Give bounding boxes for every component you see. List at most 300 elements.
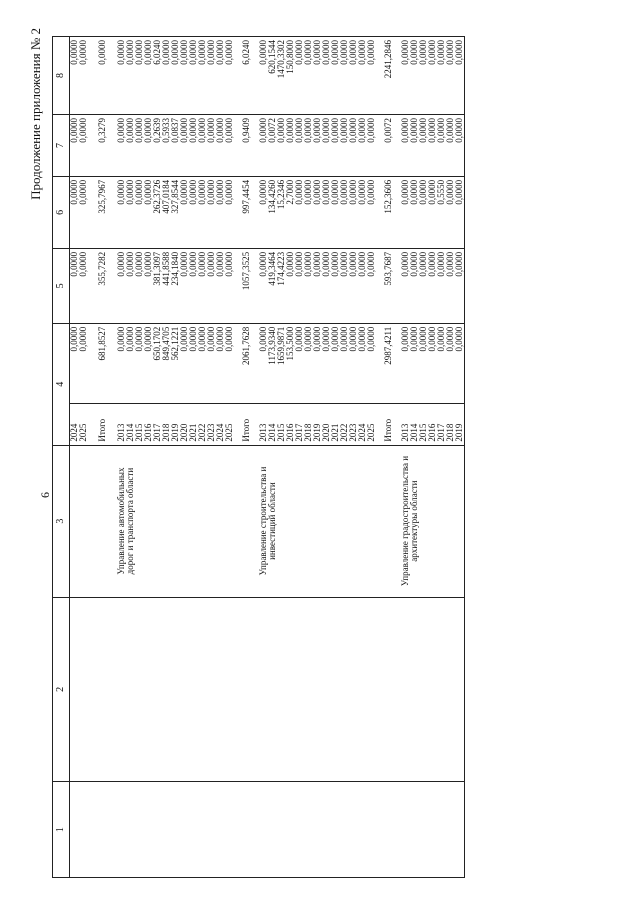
organization-cell [358, 445, 367, 597]
value-cell-c8: 0,0000 [304, 37, 313, 115]
table-row [144, 37, 153, 878]
empty-cell [225, 597, 234, 782]
year-cell: 2013 [259, 403, 268, 445]
value-cell-c8: 0,0000 [171, 37, 180, 115]
value-cell-c6: 0,5550 [437, 176, 446, 248]
year-cell: 2018 [162, 403, 171, 445]
empty-cell [295, 597, 304, 782]
value-cell-c7: 0,0000 [216, 114, 225, 176]
value-cell-c8: 0,0000 [70, 37, 80, 115]
empty-cell [277, 782, 286, 878]
value-cell-c7: 0,0000 [126, 114, 135, 176]
value-cell-c4: 562,1221 [171, 323, 180, 403]
organization-cell [135, 445, 144, 597]
value-cell-c7: 0,0000 [79, 114, 88, 176]
empty-cell [313, 597, 322, 782]
value-cell-c4: 0,0000 [189, 323, 198, 403]
year-cell: 2018 [304, 403, 313, 445]
year-cell: 2019 [455, 403, 465, 445]
table-row [251, 37, 259, 878]
empty-cell [144, 782, 153, 878]
value-cell-c7: 0,0000 [117, 114, 126, 176]
value-cell-c6: 0,0000 [259, 176, 268, 248]
value-cell-c7: 0,5933 [162, 114, 171, 176]
year-cell: 2023 [207, 403, 216, 445]
empty-cell [135, 782, 144, 878]
header-col-2: 2 [53, 597, 70, 782]
value-cell-c7: 0,0000 [401, 114, 410, 176]
value-cell-c7: 0,0000 [340, 114, 349, 176]
value-cell-c5: 0,0000 [367, 248, 376, 323]
value-cell-c4: 153,5000 [286, 323, 295, 403]
value-cell-c5: 0,0000 [198, 248, 207, 323]
value-cell-c7: 0,0000 [367, 114, 376, 176]
empty-cell [234, 597, 242, 782]
value-cell-c8: 0,0000 [144, 37, 153, 115]
empty-cell [331, 782, 340, 878]
value-cell-c8: 0,0000 [419, 37, 428, 115]
organization-cell [384, 445, 393, 597]
value-cell-c5: 0,0000 [216, 248, 225, 323]
empty-cell [304, 782, 313, 878]
value-cell-c4: 0,0000 [313, 323, 322, 403]
value-cell-c8: 6,0240 [153, 37, 162, 115]
empty-cell [340, 597, 349, 782]
table-row [107, 37, 117, 878]
value-cell-c6: 0,0000 [189, 176, 198, 248]
empty-cell [117, 597, 126, 782]
value-cell-c4: 1173,9340 [268, 323, 277, 403]
value-cell-c4: 0,0000 [225, 323, 234, 403]
empty-cell [268, 782, 277, 878]
value-cell-c7: 0,0000 [419, 114, 428, 176]
table-row [88, 37, 98, 878]
year-cell: 2019 [313, 403, 322, 445]
value-cell-c6: 407,0184 [162, 176, 171, 248]
empty-cell [162, 782, 171, 878]
table-row [277, 37, 286, 878]
table-row [304, 37, 313, 878]
empty-cell [189, 782, 198, 878]
value-cell-c4: 0,0000 [455, 323, 465, 403]
value-cell-c6: 0,0000 [313, 176, 322, 248]
empty-cell [295, 782, 304, 878]
organization-cell: Управление строительства и [259, 445, 268, 597]
empty-cell [126, 597, 135, 782]
value-cell-c4: 0,0000 [349, 323, 358, 403]
value-cell-c8: 0,0000 [410, 37, 419, 115]
empty-cell [455, 782, 465, 878]
value-cell-c4: 0,0000 [117, 323, 126, 403]
empty-cell [358, 597, 367, 782]
organization-cell [98, 445, 107, 597]
table-row-total [242, 37, 251, 878]
value-cell-c7: 0,0000 [70, 114, 80, 176]
value-cell-c7: 0,0000 [180, 114, 189, 176]
empty-cell [70, 782, 80, 878]
organization-cell [153, 445, 162, 597]
value-cell-c7: 0,0000 [135, 114, 144, 176]
value-cell-c5: 0,0000 [428, 248, 437, 323]
value-cell-c7: 0,0072 [268, 114, 277, 176]
organization-cell [162, 445, 171, 597]
value-cell-c5: 0,0000 [180, 248, 189, 323]
empty-cell [135, 597, 144, 782]
value-cell-c8: 0,0000 [189, 37, 198, 115]
value-cell-c6: 0,0000 [135, 176, 144, 248]
organization-cell [234, 445, 242, 597]
organization-cell [171, 445, 180, 597]
value-cell-c8: 0,0000 [216, 37, 225, 115]
value-cell-c7: 0,0000 [286, 114, 295, 176]
value-cell-c5: 0,0000 [455, 248, 465, 323]
value-cell-c7: 0,0000 [446, 114, 455, 176]
value-cell-c4: 0,0000 [126, 323, 135, 403]
value-cell-c6: 0,0000 [446, 176, 455, 248]
empty-cell [79, 597, 88, 782]
table-row [349, 37, 358, 878]
organization-cell [304, 445, 313, 597]
value-cell-c4: 0,0000 [70, 323, 80, 403]
table-row [376, 37, 384, 878]
year-cell: 2022 [340, 403, 349, 445]
value-cell-c4: 0,0000 [410, 323, 419, 403]
year-cell: 2024 [70, 403, 80, 445]
organization-cell [340, 445, 349, 597]
value-cell-c5: 0,0000 [349, 248, 358, 323]
value-cell-c4: 0,0000 [367, 323, 376, 403]
organization-cell [242, 445, 251, 597]
empty-cell [207, 782, 216, 878]
year-cell: 2021 [189, 403, 198, 445]
value-cell-c4: 0,0000 [304, 323, 313, 403]
value-cell-c6: 0,0000 [144, 176, 153, 248]
value-cell-c6: 0,0000 [216, 176, 225, 248]
value-cell-c8: 0,0000 [367, 37, 376, 115]
empty-cell [162, 597, 171, 782]
value-cell-c8: 0,0000 [313, 37, 322, 115]
empty-cell [376, 597, 384, 782]
organization-cell: дорог и транспорта области [126, 445, 135, 597]
empty-cell [180, 782, 189, 878]
year-cell: 2021 [331, 403, 340, 445]
year-cell: 2014 [268, 403, 277, 445]
year-cell: 2023 [349, 403, 358, 445]
empty-cell [286, 782, 295, 878]
value-cell-c4: 0,0000 [331, 323, 340, 403]
value-cell-c4: 0,0000 [198, 323, 207, 403]
year-cell: 2014 [126, 403, 135, 445]
table-row [153, 37, 162, 878]
value-cell-c4: 0,0000 [322, 323, 331, 403]
organization-cell: инвестиций области [268, 445, 277, 597]
empty-cell [384, 782, 393, 878]
value-cell-c5: 0,0000 [259, 248, 268, 323]
table-row [410, 37, 419, 878]
table-row [180, 37, 189, 878]
value-cell-c4: 0,0000 [428, 323, 437, 403]
organization-cell [349, 445, 358, 597]
empty-cell [410, 597, 419, 782]
empty-cell [358, 782, 367, 878]
table-row [428, 37, 437, 878]
value-cell-c8: 620,1544 [268, 37, 277, 115]
value-cell-c7: 0,0000 [189, 114, 198, 176]
value-cell-c7: 0,0000 [331, 114, 340, 176]
organization-cell [428, 445, 437, 597]
empty-cell [322, 597, 331, 782]
organization-cell [216, 445, 225, 597]
value-cell-c6: 0,0000 [410, 176, 419, 248]
organization-cell [180, 445, 189, 597]
value-cell-c6: 325,7967 [98, 176, 107, 248]
total-label: Итого [98, 403, 107, 445]
total-label: Итого [242, 403, 251, 445]
organization-cell [207, 445, 216, 597]
value-cell-c5: 0,0000 [225, 248, 234, 323]
value-cell-c5: 0,0000 [79, 248, 88, 323]
value-cell-c4: 681,8527 [98, 323, 107, 403]
value-cell-c8: 0,0000 [437, 37, 446, 115]
empty-cell [144, 597, 153, 782]
empty-cell [117, 782, 126, 878]
value-cell-c5: 381,3097 [153, 248, 162, 323]
value-cell-c7: 0,3279 [98, 114, 107, 176]
organization-cell [189, 445, 198, 597]
value-cell-c5: 0,0000 [340, 248, 349, 323]
empty-cell [340, 782, 349, 878]
organization-cell [367, 445, 376, 597]
value-cell-c5: 441,8588 [162, 248, 171, 323]
table-row [340, 37, 349, 878]
empty-cell [304, 597, 313, 782]
value-cell-c6: 2,7000 [286, 176, 295, 248]
table-row [207, 37, 216, 878]
year-cell: 2014 [410, 403, 419, 445]
value-cell-c4: 0,0000 [419, 323, 428, 403]
value-cell-c4: 0,0000 [79, 323, 88, 403]
empty-cell [419, 597, 428, 782]
value-cell-c5: 0,0000 [295, 248, 304, 323]
empty-cell [437, 597, 446, 782]
table-row [225, 37, 234, 878]
value-cell-c6: 0,0000 [358, 176, 367, 248]
empty-cell [428, 782, 437, 878]
table-row [419, 37, 428, 878]
empty-cell [251, 782, 259, 878]
header-col-4: 4 [53, 323, 70, 445]
value-cell-c7: 0,0000 [322, 114, 331, 176]
value-cell-c5: 0,0000 [70, 248, 80, 323]
year-cell: 2015 [277, 403, 286, 445]
empty-cell [349, 597, 358, 782]
empty-cell [88, 782, 98, 878]
organization-cell [437, 445, 446, 597]
value-cell-c6: 0,0000 [322, 176, 331, 248]
value-cell-c5: 234,1840 [171, 248, 180, 323]
year-cell: 2025 [367, 403, 376, 445]
value-cell-c6: 262,3726 [153, 176, 162, 248]
organization-cell [331, 445, 340, 597]
table-row [234, 37, 242, 878]
empty-cell [401, 597, 410, 782]
value-cell-c7: 0,0000 [428, 114, 437, 176]
value-cell-c8: 1470,3302 [277, 37, 286, 115]
value-cell-c4: 2061,7628 [242, 323, 251, 403]
value-cell-c5: 0,0000 [322, 248, 331, 323]
value-cell-c8: 0,0000 [428, 37, 437, 115]
year-cell: 2020 [322, 403, 331, 445]
table-row [322, 37, 331, 878]
table-row-total [98, 37, 107, 878]
organization-cell [322, 445, 331, 597]
value-cell-c4: 0,0000 [340, 323, 349, 403]
empty-cell [259, 782, 268, 878]
value-cell-c6: 0,0000 [340, 176, 349, 248]
year-cell: 2019 [171, 403, 180, 445]
value-cell-c5: 355,7282 [98, 248, 107, 323]
empty-cell [98, 597, 107, 782]
year-cell: 2017 [437, 403, 446, 445]
year-cell: 2025 [79, 403, 88, 445]
empty-cell [437, 782, 446, 878]
value-cell-c6: 0,0000 [455, 176, 465, 248]
value-cell-c6: 0,0000 [428, 176, 437, 248]
empty-cell [98, 782, 107, 878]
value-cell-c8: 0,0000 [259, 37, 268, 115]
value-cell-c6: 0,0000 [79, 176, 88, 248]
header-col-5: 5 [53, 248, 70, 323]
value-cell-c6: 0,0000 [180, 176, 189, 248]
empty-cell [367, 782, 376, 878]
empty-cell [268, 597, 277, 782]
organization-cell [198, 445, 207, 597]
table-row [455, 37, 465, 878]
organization-cell [286, 445, 295, 597]
header-col-7: 7 [53, 114, 70, 176]
value-cell-c6: 134,4260 [268, 176, 277, 248]
empty-cell [313, 782, 322, 878]
value-cell-c8: 0,0000 [162, 37, 171, 115]
value-cell-c8: 0,0000 [295, 37, 304, 115]
header-col-6: 6 [53, 176, 70, 248]
value-cell-c6: 0,0000 [401, 176, 410, 248]
empty-cell [251, 597, 259, 782]
value-cell-c5: 419,3464 [268, 248, 277, 323]
value-cell-c7: 0,0072 [384, 114, 393, 176]
value-cell-c6: 152,3606 [384, 176, 393, 248]
value-cell-c7: 0,9409 [242, 114, 251, 176]
annex-title: Продолжение приложения № 2 [28, 28, 43, 200]
table-row [135, 37, 144, 878]
value-cell-c7: 0,0000 [144, 114, 153, 176]
table-row [117, 37, 126, 878]
value-cell-c6: 15,2346 [277, 176, 286, 248]
table-row [437, 37, 446, 878]
empty-cell [393, 782, 401, 878]
value-cell-c7: 0,0000 [455, 114, 465, 176]
empty-cell [70, 597, 80, 782]
value-cell-c4: 0,0000 [180, 323, 189, 403]
table-row [331, 37, 340, 878]
value-cell-c5: 0,0000 [126, 248, 135, 323]
empty-cell [242, 782, 251, 878]
value-cell-c5: 0,0000 [144, 248, 153, 323]
organization-cell [225, 445, 234, 597]
value-cell-c7: 0,0000 [349, 114, 358, 176]
year-cell: 2015 [135, 403, 144, 445]
value-cell-c8: 0,0000 [331, 37, 340, 115]
organization-cell [277, 445, 286, 597]
table-body [70, 37, 465, 878]
value-cell-c5: 0,0000 [135, 248, 144, 323]
value-cell-c8: 0,0000 [446, 37, 455, 115]
value-cell-c7: 0,0000 [313, 114, 322, 176]
year-cell: 2013 [117, 403, 126, 445]
organization-cell [295, 445, 304, 597]
empty-cell [216, 597, 225, 782]
empty-cell [349, 782, 358, 878]
value-cell-c8: 0,0000 [135, 37, 144, 115]
year-cell: 2018 [446, 403, 455, 445]
table-row [171, 37, 180, 878]
empty-cell [107, 597, 117, 782]
organization-cell [144, 445, 153, 597]
value-cell-c6: 327,8544 [171, 176, 180, 248]
value-cell-c8: 0,0000 [207, 37, 216, 115]
value-cell-c5: 0,0000 [286, 248, 295, 323]
empty-cell [376, 782, 384, 878]
organization-cell [88, 445, 98, 597]
value-cell-c6: 0,0000 [349, 176, 358, 248]
empty-cell [446, 782, 455, 878]
value-cell-c8: 0,0000 [198, 37, 207, 115]
value-cell-c5: 0,0000 [189, 248, 198, 323]
value-cell-c6: 0,0000 [295, 176, 304, 248]
header-col-3: 3 [53, 445, 70, 597]
empty-cell [367, 597, 376, 782]
value-cell-c8: 0,0000 [180, 37, 189, 115]
empty-cell [153, 782, 162, 878]
value-cell-c8: 2241,2846 [384, 37, 393, 115]
table-row [216, 37, 225, 878]
year-cell: 2020 [180, 403, 189, 445]
value-cell-c5: 0,0000 [331, 248, 340, 323]
empty-cell [384, 597, 393, 782]
value-cell-c7: 0,0000 [225, 114, 234, 176]
empty-cell [242, 597, 251, 782]
empty-cell [393, 597, 401, 782]
value-cell-c8: 0,0000 [225, 37, 234, 115]
table-row [313, 37, 322, 878]
value-cell-c5: 0,0000 [419, 248, 428, 323]
table-row [401, 37, 410, 878]
organization-cell [455, 445, 465, 597]
empty-cell [180, 597, 189, 782]
empty-cell [88, 597, 98, 782]
value-cell-c7: 0,0000 [410, 114, 419, 176]
empty-cell [401, 782, 410, 878]
value-cell-c4: 0,0000 [446, 323, 455, 403]
value-cell-c7: 0,0000 [358, 114, 367, 176]
organization-cell [79, 445, 88, 597]
table-row [126, 37, 135, 878]
value-cell-c6: 0,0000 [331, 176, 340, 248]
empty-cell [331, 597, 340, 782]
value-cell-c4: 849,4705 [162, 323, 171, 403]
value-cell-c6: 0,0000 [225, 176, 234, 248]
year-cell: 2024 [216, 403, 225, 445]
